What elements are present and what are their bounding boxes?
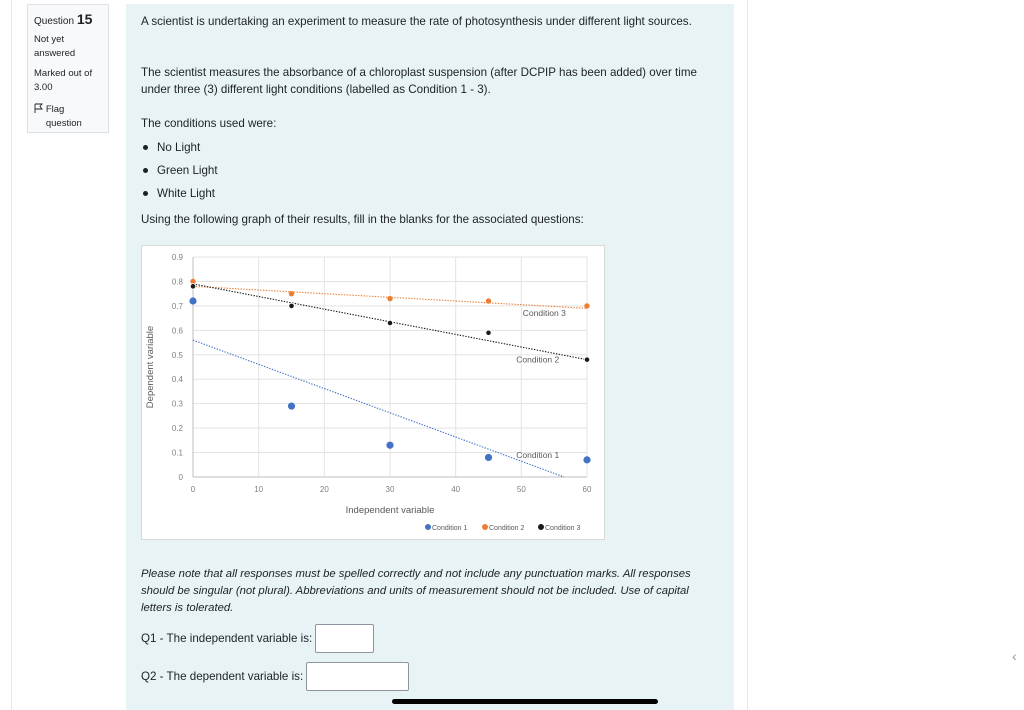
q2-row bbox=[141, 662, 409, 691]
condition-label: No Light bbox=[157, 141, 201, 154]
y-tick-label: 0.8 bbox=[171, 277, 183, 287]
data-point bbox=[584, 303, 589, 308]
graph-prompt: Using the following graph of their results, fill in the blanks for the associated questions: bbox=[141, 213, 584, 226]
question-label: Question bbox=[34, 16, 75, 27]
legend-marker bbox=[538, 524, 544, 530]
x-tick-label: 30 bbox=[385, 485, 395, 494]
flag-icon bbox=[34, 103, 44, 131]
question-grade: Marked out of 3.00 bbox=[34, 68, 93, 93]
question-info bbox=[27, 4, 109, 133]
condition-label: White Light bbox=[157, 187, 215, 200]
data-point bbox=[386, 442, 393, 449]
data-point bbox=[387, 320, 392, 325]
x-axis-title: Independent variable bbox=[345, 505, 435, 516]
y-tick-label: 0.9 bbox=[171, 253, 183, 262]
q1-answer-input[interactable] bbox=[315, 624, 374, 653]
data-point bbox=[485, 454, 492, 461]
side-panel-toggle-icon[interactable]: ‹ bbox=[1012, 648, 1017, 664]
q2-label: Q2 - The dependent variable is: bbox=[141, 670, 304, 683]
y-axis-title: Dependent variable bbox=[145, 325, 156, 409]
data-point bbox=[583, 456, 590, 463]
y-tick-label: 0.3 bbox=[171, 399, 183, 409]
y-tick-label: 0.6 bbox=[171, 326, 183, 336]
list-item bbox=[141, 159, 218, 182]
legend-label: Condition 2 bbox=[489, 525, 525, 532]
question-content bbox=[126, 4, 734, 710]
data-point bbox=[190, 284, 195, 289]
q1-label: Q1 - The independent variable is: bbox=[141, 632, 313, 645]
question-number-value: 15 bbox=[76, 11, 93, 27]
y-tick-label: 0.1 bbox=[171, 448, 183, 458]
q2-answer-input[interactable] bbox=[306, 662, 409, 691]
list-item bbox=[141, 136, 218, 159]
y-tick-label: 0.5 bbox=[171, 350, 183, 360]
legend-marker bbox=[482, 524, 488, 530]
conditions-list bbox=[141, 136, 218, 205]
data-point bbox=[486, 298, 491, 303]
flag-label: Flag question bbox=[45, 104, 82, 129]
question-intro: A scientist is undertaking an experiment to measure the rate of photosynthesis under different light sources. bbox=[141, 15, 692, 28]
series-annotation: Condition 2 bbox=[516, 354, 560, 365]
question-number bbox=[34, 11, 102, 27]
list-item bbox=[141, 182, 218, 205]
answer-instructions: Please note that all responses must be spelled correctly and not include any punctuation marks. All responses should be singular (not plural). Abbreviations and units of measurement should not be included. Use of capital letters is tolerated. bbox=[141, 568, 691, 614]
data-point bbox=[189, 297, 196, 304]
x-tick-label: 0 bbox=[190, 485, 196, 494]
conditions-heading: The conditions used were: bbox=[141, 117, 277, 130]
x-tick-label: 20 bbox=[319, 485, 329, 494]
legend-marker bbox=[425, 524, 431, 530]
data-point bbox=[289, 291, 294, 296]
y-tick-label: 0.4 bbox=[171, 375, 183, 385]
horizontal-scrollbar[interactable] bbox=[392, 699, 658, 704]
y-tick-label: 0.2 bbox=[171, 424, 183, 434]
x-tick-label: 40 bbox=[451, 485, 461, 494]
data-point bbox=[486, 330, 491, 335]
q1-row bbox=[141, 624, 374, 653]
y-tick-label: 0.7 bbox=[171, 301, 183, 311]
data-point bbox=[584, 357, 589, 362]
x-tick-label: 10 bbox=[254, 485, 264, 494]
question-method: The scientist measures the absorbance of a chloroplast suspension (after DCPIP has been added) over time under three (3) different light conditions (labelled as Condition 1 - 3). bbox=[141, 66, 697, 96]
data-point bbox=[387, 296, 392, 301]
question-state: Not yet answered bbox=[34, 34, 76, 59]
x-tick-label: 50 bbox=[516, 485, 526, 494]
series-annotation: Condition 1 bbox=[516, 450, 560, 460]
data-point bbox=[288, 403, 295, 410]
flag-question-link[interactable] bbox=[34, 103, 102, 131]
legend-label: Condition 3 bbox=[545, 525, 581, 532]
results-chart bbox=[141, 245, 605, 540]
x-tick-label: 60 bbox=[582, 485, 592, 494]
data-point bbox=[289, 303, 294, 308]
y-tick-label: 0 bbox=[178, 473, 183, 482]
legend-label: Condition 1 bbox=[432, 525, 468, 532]
chart-svg bbox=[142, 246, 606, 541]
trendline bbox=[193, 340, 564, 477]
series-annotation: Condition 3 bbox=[522, 308, 566, 319]
condition-label: Green Light bbox=[157, 164, 218, 177]
